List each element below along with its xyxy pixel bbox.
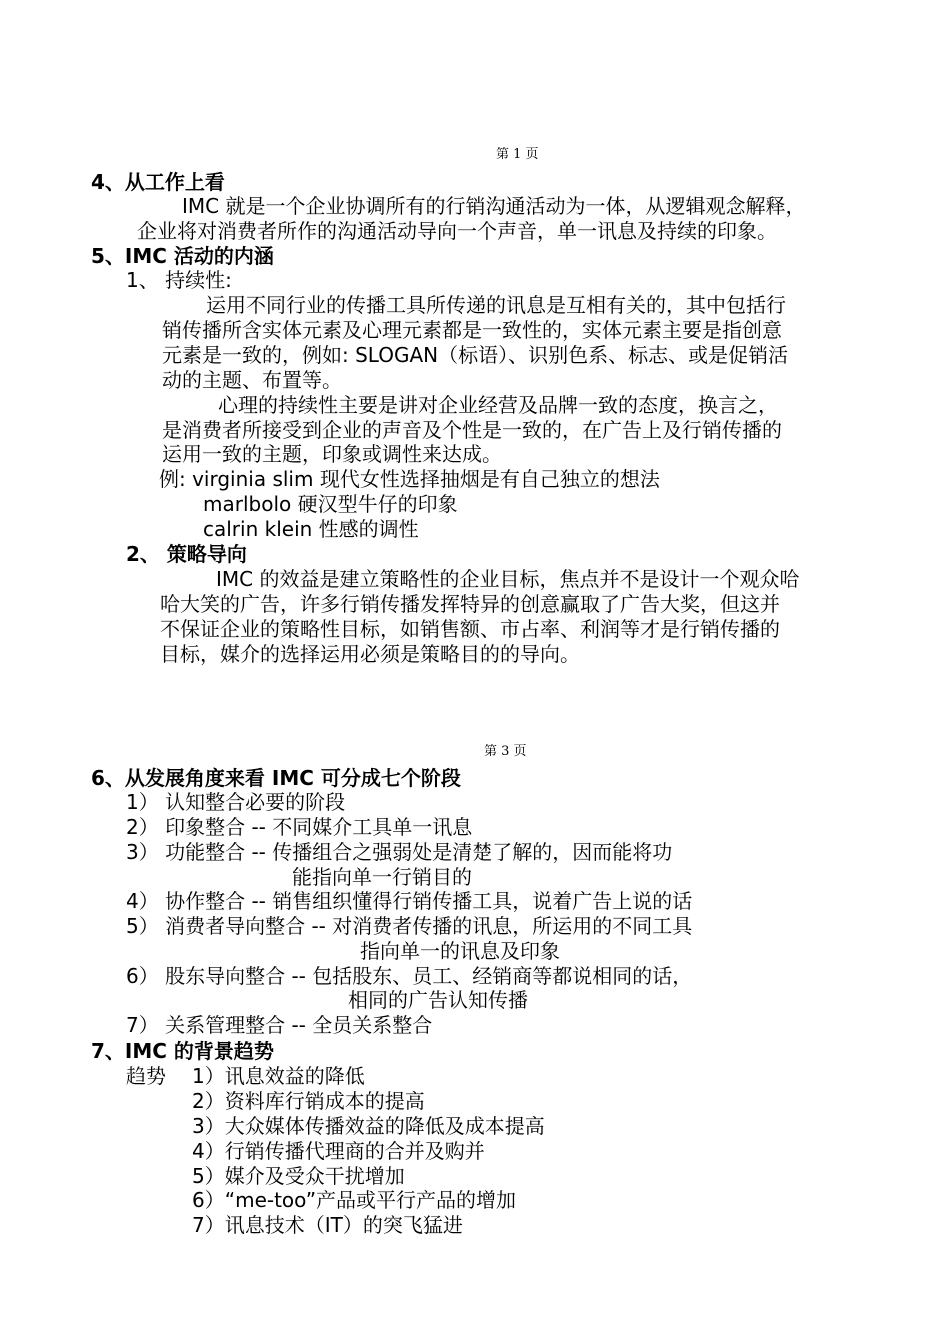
list-item: 1）讯息效益的降低 — [192, 1064, 365, 1088]
list-item: 7） 关系管理整合 -- 全员关系整合 — [126, 1013, 433, 1037]
list-item-continuation: 相同的广告认知传播 — [348, 988, 528, 1012]
list-item: 2） 印象整合 -- 不同媒介工具单一讯息 — [126, 815, 473, 839]
list-item: 6）“me-too”产品或平行产品的增加 — [192, 1188, 517, 1212]
subsection-title: 1、 持续性: — [126, 268, 232, 292]
list-item: 6） 股东导向整合 -- 包括股东、员工、经销商等都说相同的话， — [126, 964, 693, 988]
example-line: marlbolo 硬汉型牛仔的印象 — [203, 492, 458, 516]
paragraph-line: 哈大笑的广告，许多行销传播发挥特异的创意赢取了广告大奖，但这并 — [160, 592, 780, 616]
list-item-continuation: 指向单一的讯息及印象 — [360, 939, 560, 963]
paragraph-line: IMC 就是一个企业协调所有的行销沟通活动为一体，从逻辑观念解释， — [182, 194, 806, 218]
paragraph-line: 销传播所含实体元素及心理元素都是一致性的，实体元素主要是指创意 — [162, 318, 782, 342]
section-6-heading: 6、从发展角度来看 IMC 可分成七个阶段 — [91, 766, 461, 790]
list-item: 7）讯息技术（IT）的突飞猛进 — [192, 1213, 463, 1237]
section-7-heading: 7、IMC 的背景趋势 — [91, 1039, 274, 1063]
list-item: 4） 协作整合 -- 销售组织懂得行销传播工具，说着广告上说的话 — [126, 889, 693, 913]
paragraph-line: 目标，媒介的选择运用必须是策略目的的导向。 — [160, 642, 580, 666]
list-item: 2）资料库行销成本的提高 — [192, 1089, 425, 1113]
example-line: calrin klein 性感的调性 — [203, 517, 419, 541]
paragraph-line: 动的主题、布置等。 — [162, 368, 342, 392]
list-item: 5） 消费者导向整合 -- 对消费者传播的讯息，所运用的不同工具 — [126, 914, 693, 938]
list-item: 1） 认知整合必要的阶段 — [126, 790, 346, 814]
list-item-continuation: 能指向单一行销目的 — [292, 865, 472, 889]
paragraph-line: 运用不同行业的传播工具所传递的讯息是互相有关的，其中包括行 — [206, 293, 786, 317]
paragraph-line: 是消费者所接受到企业的声音及个性是一致的，在广告上及行销传播的 — [162, 418, 782, 442]
list-item: 3）大众媒体传播效益的降低及成本提高 — [192, 1114, 545, 1138]
paragraph-line: 心理的持续性主要是讲对企业经营及品牌一致的态度，换言之， — [218, 393, 778, 417]
list-item: 4）行销传播代理商的合并及购并 — [192, 1139, 485, 1163]
list-item: 3） 功能整合 -- 传播组合之强弱处是清楚了解的，因而能将功 — [126, 840, 673, 864]
trend-label: 趋势 — [126, 1064, 166, 1088]
page-number-label: 第 1 页 — [496, 147, 539, 162]
paragraph-line: 企业将对消费者所作的沟通活动导向一个声音，单一讯息及持续的印象。 — [137, 219, 777, 243]
example-line: 例: virginia slim 现代女性选择抽烟是有自己独立的想法 — [159, 467, 660, 491]
page-number-label: 第 3 页 — [484, 744, 527, 759]
paragraph-line: 运用一致的主题，印象或调性来达成。 — [162, 442, 502, 466]
paragraph-line: 不保证企业的策略性目标，如销售额、市占率、利润等才是行销传播的 — [160, 617, 780, 641]
paragraph-line: IMC 的效益是建立策略性的企业目标，焦点并不是设计一个观众哈 — [216, 567, 800, 591]
section-4-heading: 4、从工作上看 — [91, 170, 225, 194]
section-5-heading: 5、IMC 活动的内涵 — [91, 244, 274, 268]
list-item: 5）媒介及受众干扰增加 — [192, 1164, 405, 1188]
paragraph-line: 元素是一致的，例如: SLOGAN（标语）、识别色系、标志、或是促销活 — [162, 343, 789, 367]
subsection-title: 2、 策略导向 — [126, 542, 247, 566]
